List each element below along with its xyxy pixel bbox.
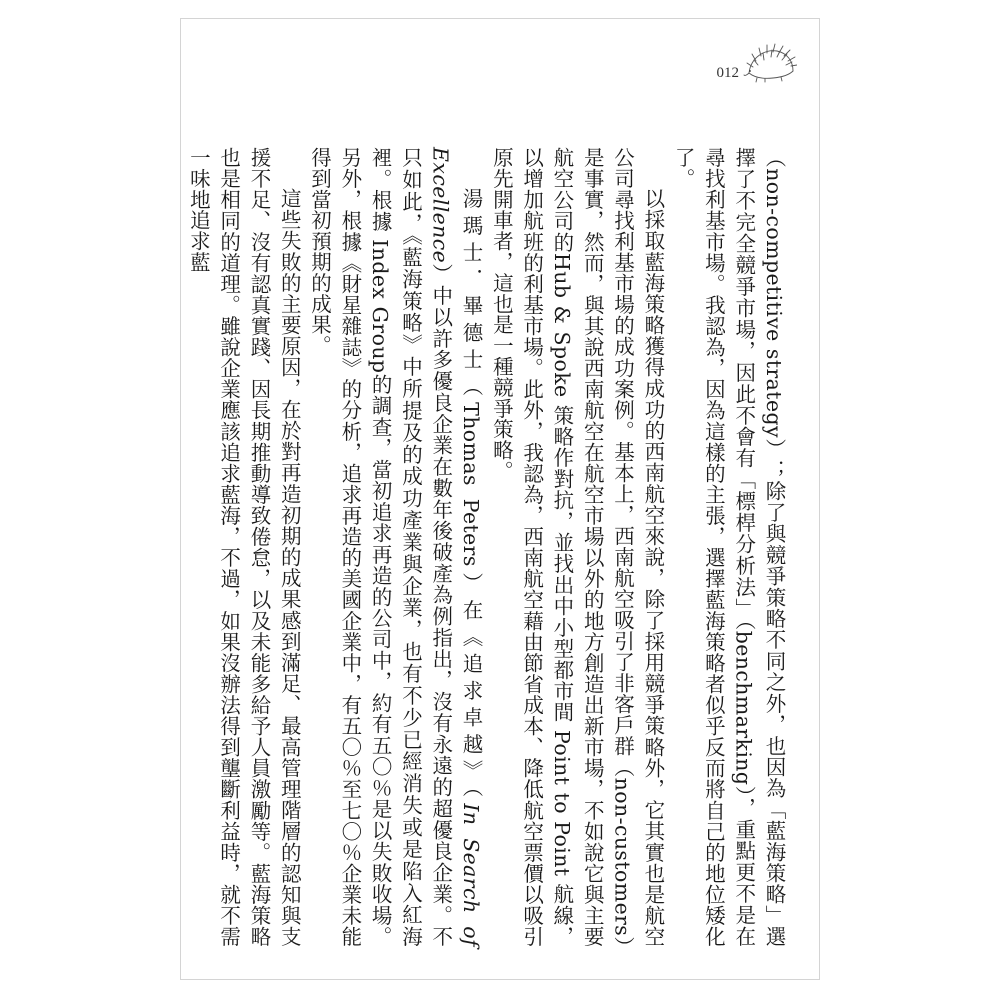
- paragraph: [668, 147, 789, 947]
- text-run: （non-competitive strategy）；除了與競爭策略不同之外，也因為「藍海策略」選擇了不完全競爭市場，因此不會有「標桿分析法」（benchmarking），重點更不是在尋找利基市場。我認為，因為這樣的主張，選擇藍海策略者似乎反而將自己的地位矮化了。: [671, 147, 786, 947]
- paragraph: [304, 147, 486, 947]
- page-number: 012: [716, 65, 739, 81]
- text-run: 湯瑪士．畢德士（Thomas Peters）在《追求卓越》（: [459, 188, 484, 804]
- body-text: [186, 147, 789, 947]
- hedgehog-icon: [743, 43, 797, 83]
- italic-book-title: In Search of Excellence: [428, 147, 484, 947]
- paragraph: [183, 147, 304, 947]
- text-run: 這些失敗的主要原因，在於對再造初期的成果感到滿足、最高管理階層的認知與支援不足、沒有認真實踐、因長期推動導致倦怠，以及未能多給予人員激勵等。藍海策略也是相同的道理。雖說企業應該追求藍海，不過，如果沒辦法得到壟斷利益時，就不需一味地追求藍: [186, 147, 302, 947]
- paragraph: [486, 147, 668, 947]
- book-page: [180, 18, 820, 980]
- text-run: 以採取藍海策略獲得成功的西南航空來說，除了採用競爭策略外，它其實也是航空公司尋找利基市場的成功案例。基本上，西南航空吸引了非客戶群（non-customers）是事實，然而，與其說西南航空在航空市場以外的地方創造出新市場，不如說它與主要航空公司的Hub & Spoke 策略作對抗，並找出中小型都市間 Point to Point 航線，以增加航班的利基市場。此外，我認為，西南航空藉由節省成本、降低航空票價以吸引原先開車者，這也是一種競爭策略。: [489, 147, 665, 947]
- text-run: ）中以許多優良企業在數年後破產為例指出，沒有永遠的超優良企業。不只如此，《藍海策略》中所提及的成功產業與企業，也有不少已經消失或是陷入紅海裡。根據 Index Group的調查，當初追求再造的公司中，約有五〇％是以失敗收場。另外，根據《財星雜誌》的分析，追求再造的美國企業中，有五〇％至七〇％企業未能得到當初預期的成果。: [307, 147, 453, 947]
